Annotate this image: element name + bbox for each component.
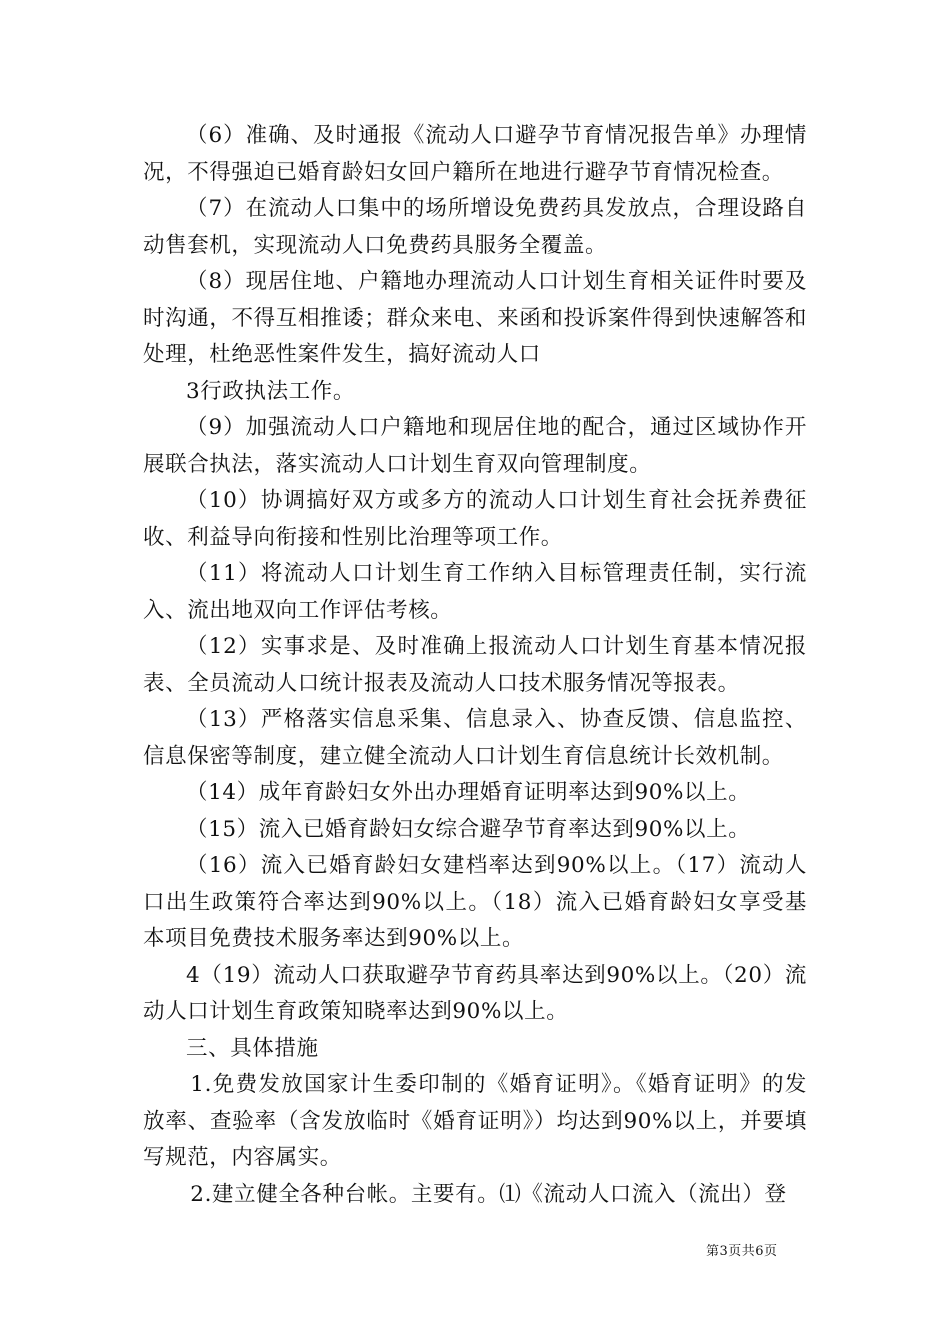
paragraph-item-13: （13）严格落实信息采集、信息录入、协查反馈、信息监控、信息保密等制度，建立健全流动人口计划生育信息统计长效机制。 [143, 707, 807, 769]
paragraph-item-14: （14）成年育龄妇女外出办理婚育证明率达到90%以上。 [186, 780, 751, 805]
paragraph-item-12: （12）实事求是、及时准确上报流动人口计划生育基本情况报表、全员流动人口统计报表及流动人口技术服务情况等报表。 [143, 634, 807, 696]
paragraph-item-6: （6）准确、及时通报《流动人口避孕节育情况报告单》办理情况，不得强迫已婚育龄妇女回户籍所在地进行避孕节育情况检查。 [143, 123, 807, 185]
paragraph-measure-1: 1.免费发放国家计生委印制的《婚育证明》。《婚育证明》的发放率、查验率（含发放临时《婚育证明》）均达到90%以上，并要填写规范，内容属实。 [143, 1072, 807, 1170]
paragraph-item-15: （15）流入已婚育龄妇女综合避孕节育率达到90%以上。 [186, 816, 751, 842]
paragraph-item-9: （9）加强流动人口户籍地和现居住地的配合，通过区域协作开展联合执法，落实流动人口计划生育双向管理制度。 [143, 415, 807, 477]
document-body [143, 118, 807, 1213]
paragraph-items-16-18: （16）流入已婚育龄妇女建档率达到90%以上。（17）流动人口出生政策符合率达到90%以上。（18）流入已婚育龄妇女享受基本项目免费技术服务率达到90%以上。 [143, 853, 807, 951]
paragraph-item-10: （10）协调搞好双方或多方的流动人口计划生育社会抚养费征收、利益导向衔接和性别比治理等项工作。 [143, 488, 807, 550]
paragraph-law-enforcement: 3行政执法工作。 [186, 378, 355, 404]
page-number: 第3页共6页 [706, 1244, 778, 1259]
paragraph-item-8: （8）现居住地、户籍地办理流动人口计划生育相关证件时要及时沟通，不得互相推诿；群众来电、来函和投诉案件得到快速解答和处理，杜绝恶性案件发生，搞好流动人口 [143, 269, 807, 367]
section-heading-measures: 三、具体措施 [186, 1035, 319, 1061]
paragraph-measure-2: 2.建立健全各种台帐。主要有。⑴《流动人口流入（流出）登 [190, 1181, 787, 1207]
paragraph-item-11: （11）将流动人口计划生育工作纳入目标管理责任制，实行流入、流出地双向工作评估考核。 [143, 561, 807, 623]
paragraph-item-7: （7）在流动人口集中的场所增设免费药具发放点，合理设路自动售套机，实现流动人口免费药具服务全覆盖。 [143, 196, 807, 258]
paragraph-items-19-20: 4（19）流动人口获取避孕节育药具率达到90%以上。（20）流动人口计划生育政策知晓率达到90%以上。 [143, 962, 807, 1024]
